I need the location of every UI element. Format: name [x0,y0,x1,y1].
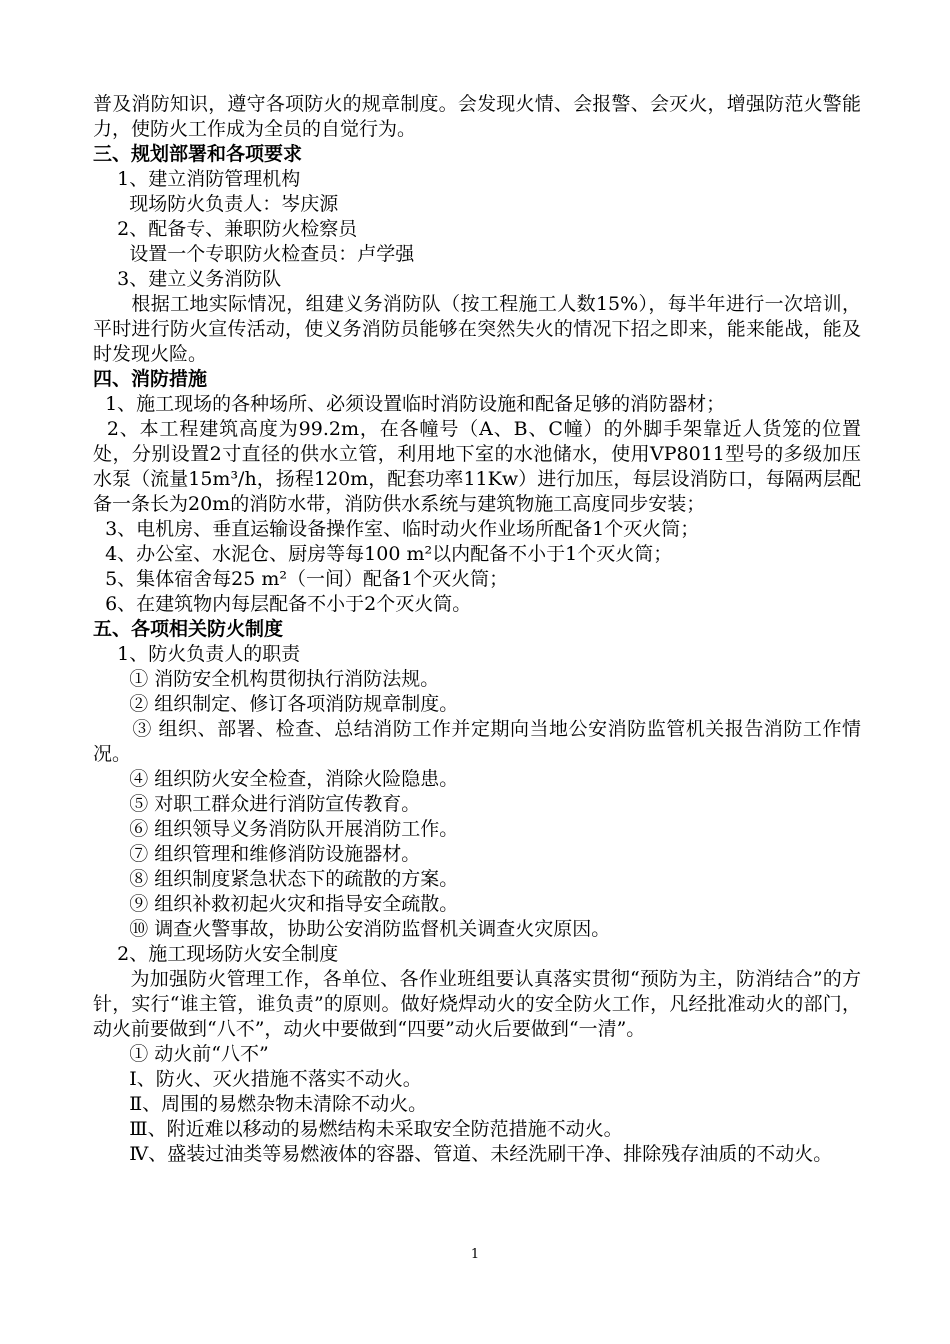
paragraph: ④ 组织防火安全检查，消除火险隐患。 [93,768,459,790]
paragraph: 普及消防知识，遵守各项防火的规章制度。会发现火情、会报警、会灭火，增强防范火警能力，使防火工作成为全员的自觉行为。 [93,93,861,140]
paragraph: 设置一个专职防火检查员：卢学强 [93,243,415,265]
section-heading: 三、规划部署和各项要求 [93,143,303,165]
paragraph: 5、集体宿舍每25 m²（一间）配备1个灭火筒； [93,568,509,590]
paragraph: Ⅱ、周围的易燃杂物未清除不动火。 [93,1093,428,1115]
paragraph: 现场防火负责人：岑庆源 [93,193,339,215]
paragraph: 2、本工程建筑高度为99.2m，在各幢号（A、B、C幢）的外脚手架靠近人货笼的位置处，分别设置2寸直径的供水立管，利用地下室的水池储水，使用VP8011型号的多级加压水泵（流量15m³/h，扬程120m，配套功率11Kw）进行加压，每层设消防口，每隔两层配备一条长为20m的消防水带，消防供水系统与建筑物施工高度同步安装； [93,418,861,515]
paragraph: ⑧ 组织制度紧急状态下的疏散的方案。 [93,868,459,890]
section-heading: 五、各项相关防火制度 [93,618,284,640]
document-body [93,92,861,1167]
paragraph: 3、电机房、垂直运输设备操作室、临时动火作业场所配备1个灭火筒； [93,518,700,540]
paragraph: ② 组织制定、修订各项消防规章制度。 [93,693,459,715]
paragraph: ① 消防安全机构贯彻执行消防法规。 [93,668,440,690]
paragraph: Ⅲ、附近难以移动的易燃结构未采取安全防范措施不动火。 [93,1118,623,1140]
paragraph: 1、施工现场的各种场所、必须设置临时消防设施和配备足够的消防器材； [93,393,726,415]
paragraph: 3、建立义务消防队 [93,268,282,290]
paragraph: 2、施工现场防火安全制度 [93,943,339,965]
page-number: 1 [470,1247,480,1262]
paragraph: ⑤ 对职工群众进行消防宣传教育。 [93,793,421,815]
paragraph: ⑥ 组织领导义务消防队开展消防工作。 [93,818,459,840]
paragraph: 1、建立消防管理机构 [93,168,301,190]
paragraph: Ⅳ、盛装过油类等易燃液体的容器、管道、未经洗刷干净、排除残存油质的不动火。 [93,1143,833,1165]
paragraph: ⑩ 调查火警事故，协助公安消防监督机关调查火灾原因。 [93,918,611,940]
paragraph: 根据工地实际情况，组建义务消防队（按工程施工人数15%），每半年进行一次培训，平时进行防火宣传活动，使义务消防员能够在突然失火的情况下招之即来，能来能战，能及时发现火险。 [93,293,861,365]
paragraph: 1、防火负责人的职责 [93,643,301,665]
paragraph: 4、办公室、水泥仓、厨房等每100 m²以内配备不小于1个灭火筒； [93,543,673,565]
paragraph: 2、配备专、兼职防火检察员 [93,218,358,240]
paragraph: ① 动火前“八不” [93,1043,269,1065]
paragraph: 为加强防火管理工作，各单位、各作业班组要认真落实贯彻“预防为主，防消结合”的方针，实行“谁主管，谁负责”的原则。做好烧焊动火的安全防火工作，凡经批准动火的部门，动火前要做到“八不”，动火中要做到“四要”动火后要做到“一清”。 [93,968,861,1040]
paragraph: ⑨ 组织补救初起火灾和指导安全疏散。 [93,893,459,915]
paragraph: Ⅰ、防火、灭火措施不落实不动火。 [93,1068,422,1090]
paragraph: ⑦ 组织管理和维修消防设施器材。 [93,843,421,865]
section-heading: 四、消防措施 [93,368,208,390]
paragraph: 6、在建筑物内每层配备不小于2个灭火筒。 [93,593,472,615]
paragraph: ③ 组织、部署、检查、总结消防工作并定期向当地公安消防监管机关报告消防工作情况。 [93,718,861,765]
